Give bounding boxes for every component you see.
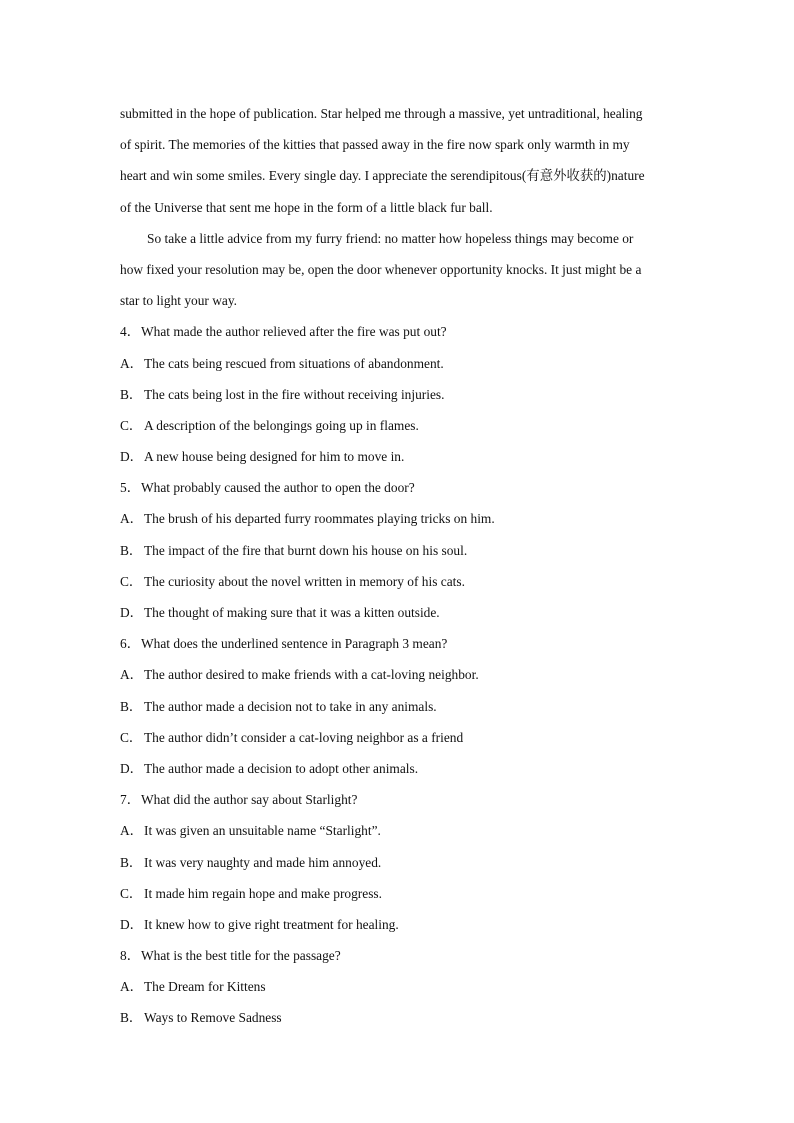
option-c <box>120 566 680 597</box>
option-c <box>120 410 680 441</box>
option-text: It knew how to give right treatment for healing. <box>144 916 399 932</box>
option-b <box>120 691 680 722</box>
option-letter: A． <box>120 823 144 839</box>
passage-line: of the Universe that sent me hope in the form of a little black fur ball. <box>120 199 493 215</box>
option-d <box>120 597 680 628</box>
question-stem <box>120 472 680 503</box>
option-text: Ways to Remove Sadness <box>144 1010 282 1026</box>
option-text: The author didn’t consider a cat-loving neighbor as a friend <box>144 729 464 745</box>
option-letter: A． <box>120 667 144 683</box>
option-letter: D． <box>120 605 144 620</box>
question-stem <box>120 316 680 347</box>
question-5 <box>120 472 680 628</box>
option-text: A new house being designed for him to move in. <box>144 449 405 465</box>
option-text: The impact of the fire that burnt down his house on his soul. <box>144 542 468 558</box>
option-letter: B． <box>120 1010 143 1026</box>
question-number: 4． <box>120 324 141 340</box>
question-number: 7． <box>120 792 141 808</box>
option-text: The brush of his departed furry roommates playing tricks on him. <box>144 511 495 527</box>
option-text: It made him regain hope and make progress. <box>144 885 382 901</box>
question-6 <box>120 628 680 784</box>
document-page <box>120 98 680 1034</box>
option-b <box>120 535 680 566</box>
option-text: It was given an unsuitable name “Starlight”. <box>144 823 381 839</box>
passage-line: submitted in the hope of publication. Star helped me through a massive, yet untraditional, healing <box>120 106 643 121</box>
option-letter: B． <box>120 542 143 558</box>
passage-line: heart and win some smiles. Every single day. I appreciate the serendipitous(有意外收获的)nature <box>120 168 645 184</box>
passage-line: how fixed your resolution may be, open the door whenever opportunity knocks. It just might be a <box>120 261 642 277</box>
option-text: The author made a decision to adopt other animals. <box>144 760 419 776</box>
option-a <box>120 971 680 1002</box>
question-number: 8． <box>120 948 141 964</box>
option-letter: B． <box>120 386 143 402</box>
question-text: What probably caused the author to open the door? <box>141 480 415 496</box>
question-8 <box>120 940 680 1034</box>
question-4 <box>120 316 680 472</box>
question-stem <box>120 628 680 659</box>
option-text: The cats being rescued from situations of abandonment. <box>144 355 444 371</box>
option-text: It was very naughty and made him annoyed. <box>144 854 382 870</box>
passage-line: So take a little advice from my furry friend: no matter how hopeless things may become or <box>147 230 634 246</box>
option-c <box>120 722 680 753</box>
option-letter: C． <box>120 885 143 901</box>
option-d <box>120 909 680 940</box>
question-stem <box>120 940 680 971</box>
option-text: A description of the belongings going up in flames. <box>144 417 419 433</box>
option-letter: C． <box>120 417 143 433</box>
option-letter: A． <box>120 511 144 527</box>
option-letter: D． <box>120 760 144 776</box>
option-b <box>120 847 680 878</box>
question-number: 6． <box>120 636 141 652</box>
option-letter: B． <box>120 698 143 714</box>
option-text: The thought of making sure that it was a kitten outside. <box>144 605 440 620</box>
question-text: What made the author relieved after the fire was put out? <box>141 324 447 340</box>
option-c <box>120 878 680 909</box>
option-letter: B． <box>120 854 143 870</box>
option-d <box>120 753 680 784</box>
option-text: The curiosity about the novel written in memory of his cats. <box>144 573 465 589</box>
passage-line: of spirit. The memories of the kitties that passed away in the fire now spark only warmth in my <box>120 137 630 153</box>
question-7 <box>120 784 680 940</box>
option-a <box>120 503 680 534</box>
question-stem <box>120 784 680 815</box>
option-letter: C． <box>120 573 143 589</box>
option-a <box>120 348 680 379</box>
option-b <box>120 379 680 410</box>
passage <box>120 98 680 316</box>
option-a <box>120 659 680 690</box>
option-letter: A． <box>120 979 144 995</box>
option-letter: A． <box>120 355 144 371</box>
question-text: What does the underlined sentence in Paragraph 3 mean? <box>141 636 448 652</box>
question-number: 5． <box>120 480 141 496</box>
option-d <box>120 441 680 472</box>
option-text: The author desired to make friends with a cat-loving neighbor. <box>144 667 479 683</box>
option-text: The cats being lost in the fire without receiving injuries. <box>144 386 445 402</box>
question-text: What is the best title for the passage? <box>141 948 341 964</box>
option-text: The author made a decision not to take in any animals. <box>144 698 437 714</box>
option-letter: D． <box>120 449 144 465</box>
option-text: The Dream for Kittens <box>144 979 266 995</box>
option-letter: C． <box>120 729 143 745</box>
option-letter: D． <box>120 916 144 932</box>
passage-line: star to light your way. <box>120 293 238 309</box>
question-text: What did the author say about Starlight? <box>141 792 358 808</box>
option-a <box>120 815 680 846</box>
option-b <box>120 1002 680 1033</box>
